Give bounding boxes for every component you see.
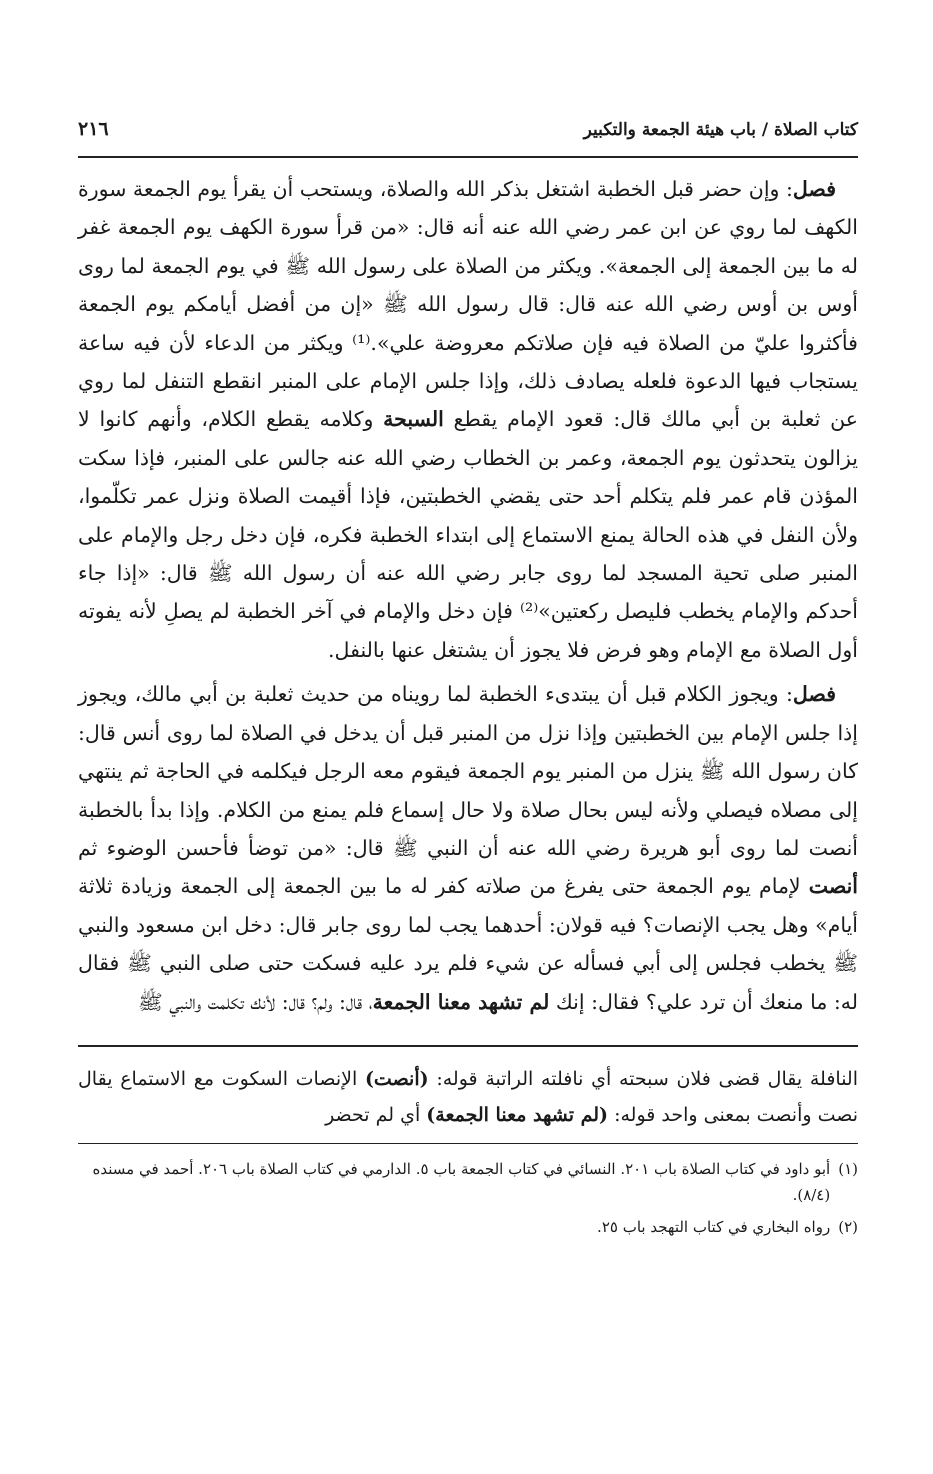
footnote-2 xyxy=(78,1214,858,1240)
note-text: أي لم تحضر xyxy=(325,1103,427,1126)
header-title: كتاب الصلاة / باب هيئة الجمعة والتكبير xyxy=(583,120,858,140)
footnote-number: (٢) xyxy=(838,1217,858,1236)
commentary-notes xyxy=(78,1061,858,1133)
paragraph-1 xyxy=(78,170,858,669)
footnote-text: رواه البخاري في كتاب التهجد باب ٢٥. xyxy=(597,1217,831,1236)
main-text xyxy=(78,170,858,1021)
bold-term: أنصت xyxy=(808,874,858,899)
note-term: (أنصت) xyxy=(364,1067,429,1090)
note-term: (لم تشهد معنا الجمعة) xyxy=(426,1103,609,1126)
paragraph-text: ، قال: ولم؟ قال: لأنك تكلمت والنبي ﷺ xyxy=(137,989,373,1014)
paragraph-text: : وإن حضر قبل الخطبة اشتغل بذكر الله والصلاة، ويستحب أن يقرأ يوم الجمعة سورة الكهف لما روي عن ابن عمر رضي الله عنه أنه قال: «من قرأ سورة الكهف يوم الجمعة غفر له ما بين الجمعة إلى الجمعة». ويكثر من الصلاة على رسول الله ﷺ في يوم الجمعة لما روى أوس بن أوس رضي الله عنه قال: قال رسول الله ﷺ «إن من أفضل أيامكم يوم الجمعة فأكثروا عليّ من الصلاة فيه فإن صلاتكم معروضة علي».⁽¹⁾ ويكثر من الدعاء لأن فيه ساعة يستجاب فيها الدعوة فلعله يصادف ذلك، وإذا جلس الإمام على المنبر انقطع التنفل لما روي عن ثعلبة بن أبي مالك قال: قعود الإمام يقطع xyxy=(78,177,858,432)
footnote-text: أبو داود في كتاب الصلاة باب ٢٠١. النسائي في كتاب الجمعة باب ٥. الدارمي في كتاب الصلاة باب ٢٠٦. أحمد في مسنده (٨/٤). xyxy=(92,1159,831,1204)
page-number: ٢١٦ xyxy=(78,118,109,140)
bold-term: لم تشهد معنا الجمعة xyxy=(372,989,550,1014)
paragraph-text: : ويجوز الكلام قبل أن يبتدىء الخطبة لما رويناه من حديث ثعلبة بن أبي مالك، ويجوز إذا جلس الإمام بين الخطبتين وإذا نزل من المنبر قبل أن يدخل في الصلاة لما روى أنس قال: كان رسول الله ﷺ ينزل من المنبر يوم الجمعة فيقوم معه الرجل فيكلمه في الحاجة ثم ينتهي إلى مصلاه فيصلي ولأنه ليس بحال صلاة ولا حال إسماع فلم يمنع من الكلام. وإذا بدأ بالخطبة أنصت لما روى أبو هريرة رضي الله عنه أن النبي ﷺ قال: «من توضأ فأحسن الوضوء ثم xyxy=(78,682,858,860)
note-text: النافلة يقال قضى فلان سبحته أي نافلته الراتبة قوله: xyxy=(428,1067,858,1090)
notes-divider xyxy=(78,1045,858,1047)
bold-term: السبحة xyxy=(383,407,444,432)
footnotes xyxy=(78,1156,858,1240)
footnote-1 xyxy=(78,1156,858,1208)
note-paragraph xyxy=(78,1061,858,1133)
book-page xyxy=(78,118,858,1246)
section-lead: فصل xyxy=(792,177,836,201)
section-lead: فصل xyxy=(792,682,836,707)
paragraph-text: لإمام يوم الجمعة حتى يفرغ من صلاته كفر له ما بين الجمعة إلى الجمعة وزيادة ثلاثة أيام» وهل يجب الإنصات؟ فيه قولان: أحدهما يجب لما روى جابر قال: دخل ابن مسعود والنبي ﷺ يخطب فجلس إلى أبي فسأله عن شيء فلم يرد عليه فسكت حتى صلى النبي ﷺ فقال له: ما منعك أن ترد علي؟ فقال: إنك xyxy=(78,874,858,1014)
footnotes-divider xyxy=(78,1143,858,1144)
paragraph-text: وكلامه يقطع الكلام، وأنهم كانوا لا يزالون يتحدثون يوم الجمعة، وعمر بن الخطاب رضي الله عنه جالس على المنبر، فإذا سكت المؤذن قام عمر فلم يتكلم أحد حتى يقضي الخطبتين، فإذا أقيمت الصلاة ونزل عمر تكلّموا، ولأن النفل في هذه الحالة يمنع الاستماع إلى ابتداء الخطبة فكره، فإن دخل رجل والإمام على المنبر صلى تحية المسجد لما روى جابر رضي الله عنه أن رسول الله ﷺ قال: «إذا جاء أحدكم والإمام يخطب فليصل ركعتين»⁽²⁾ فإن دخل والإمام في آخر الخطبة لم يصلِ لأنه يفوته أول الصلاة مع الإمام وهو فرض فلا يجوز أن يشتغل عنها بالنفل. xyxy=(78,407,858,662)
footnote-number: (١) xyxy=(838,1159,858,1178)
running-header xyxy=(78,118,858,158)
note-text: الإنصات السكوت مع الاستماع يقال نصت وأنصت بمعنى واحد قوله: xyxy=(78,1067,858,1126)
paragraph-2 xyxy=(78,675,858,1021)
